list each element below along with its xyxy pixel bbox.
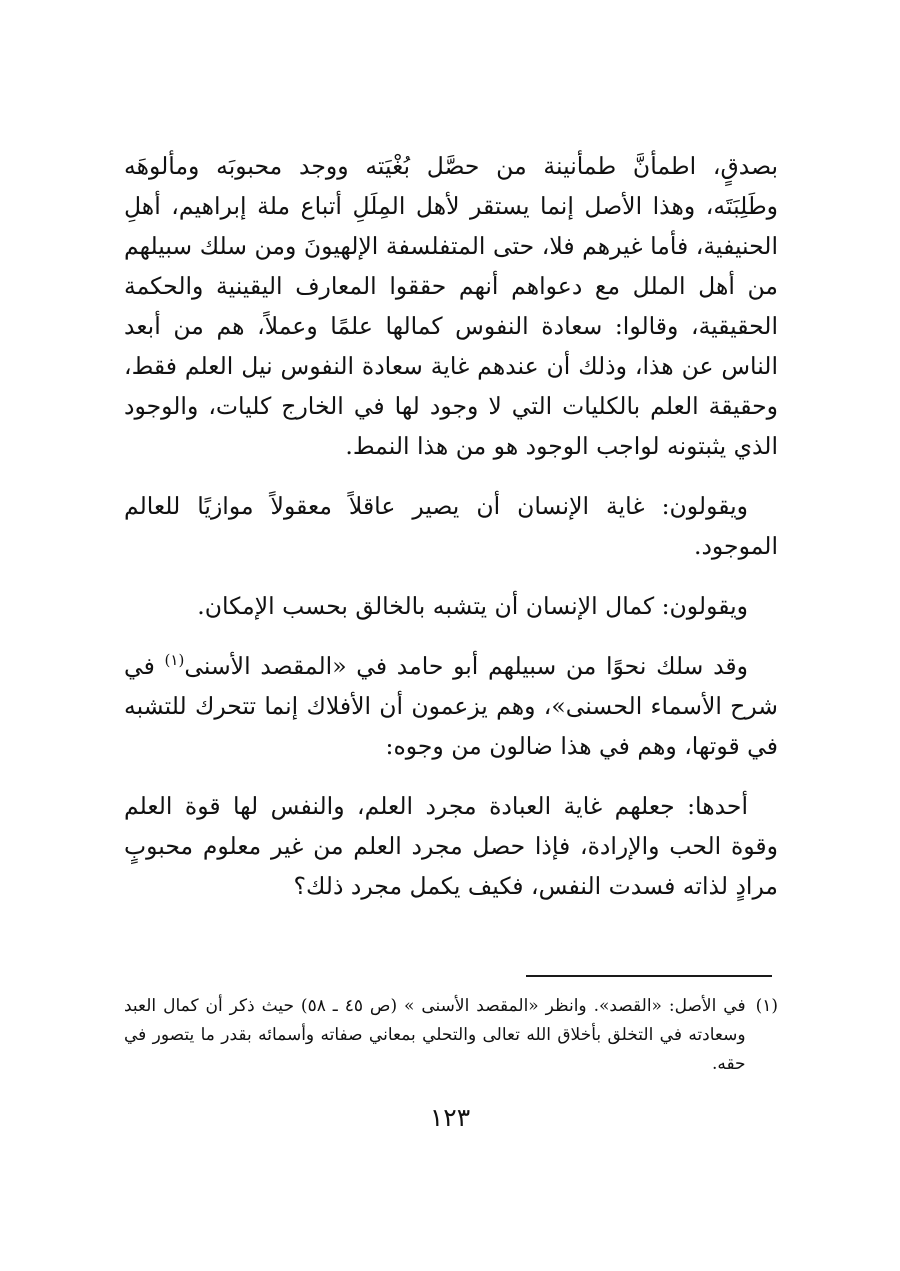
page-number: ١٢٣ [429,1103,471,1132]
paragraph-5-text: أحدها: جعلهم غاية العبادة مجرد العلم، والنفس لها قوة العلم وقوة الحب والإرادة، فإذا حصل مجرد العلم من غير معلوم محبوبٍ مرادٍ لذاته فسدت النفس، فكيف يكمل مجرد ذلك؟ [124,792,778,900]
paragraph-2-text: ويقولون: غاية الإنسان أن يصير عاقلاً معقولاً موازيًا للعالم الموجود. [124,492,778,560]
footnote-item [124,992,778,1079]
paragraph-4-text-after-ref: في شرح الأسماء الحسنى»، وهم يزعمون أن الأفلاك إنما تتحرك للتشبه في قوتها، وهم في هذا ضالون من وجوه: [124,652,778,760]
main-text-body [124,146,778,926]
paragraph-2 [124,486,778,566]
footnote-number: (١) [755,996,778,1016]
paragraph-1-text: بصدقٍ، اطمأنَّ طمأنينة من حصَّل بُغْيَته ووجد محبوبَه ومألوهَه وطَلِبَتَه، وهذا الأصل إنما يستقر لأهل المِلَلِ أتباع ملة إبراهيم، أهلِ الحنيفية، فأما غيرهم فلا، حتى المتفلسفة الإلهيونَ ومن سلك سبيلهم من أهل الملل مع دعواهم أنهم حققوا المعارف اليقينية والحكمة الحقيقية، وقالوا: سعادة النفوس كمالها علمًا وعملاً، هم من أبعد الناس عن هذا، وذلك أن عندهم غاية سعادة النفوس نيل العلم فقط، وحقيقة العلم بالكليات التي لا وجود لها في الخارج كليات، والوجود الذي يثبتونه لواجب الوجود هو من هذا النمط. [124,152,778,460]
paragraph-4 [124,646,778,766]
footnote-text: في الأصل: «القصد». وانظر «المقصد الأسنى » (ص ٤٥ ـ ٥٨) حيث ذكر أن كمال العبد وسعادته في التخلق بأخلاق الله تعالى والتحلي بمعاني صفاته وأسمائه بقدر ما يتصور في حقه. [124,996,746,1074]
footnote-reference: (١) [164,651,185,670]
paragraph-1 [124,146,778,466]
paragraph-5 [124,786,778,906]
paragraph-3 [124,586,778,626]
paragraph-4-text-before-ref: وقد سلك نحوًا من سبيلهم أبو حامد في «المقصد الأسنى [184,652,748,680]
footnote-divider [526,975,772,977]
paragraph-3-text: ويقولون: كمال الإنسان أن يتشبه بالخالق بحسب الإمكان. [197,592,748,620]
footnotes-section [124,992,778,1079]
